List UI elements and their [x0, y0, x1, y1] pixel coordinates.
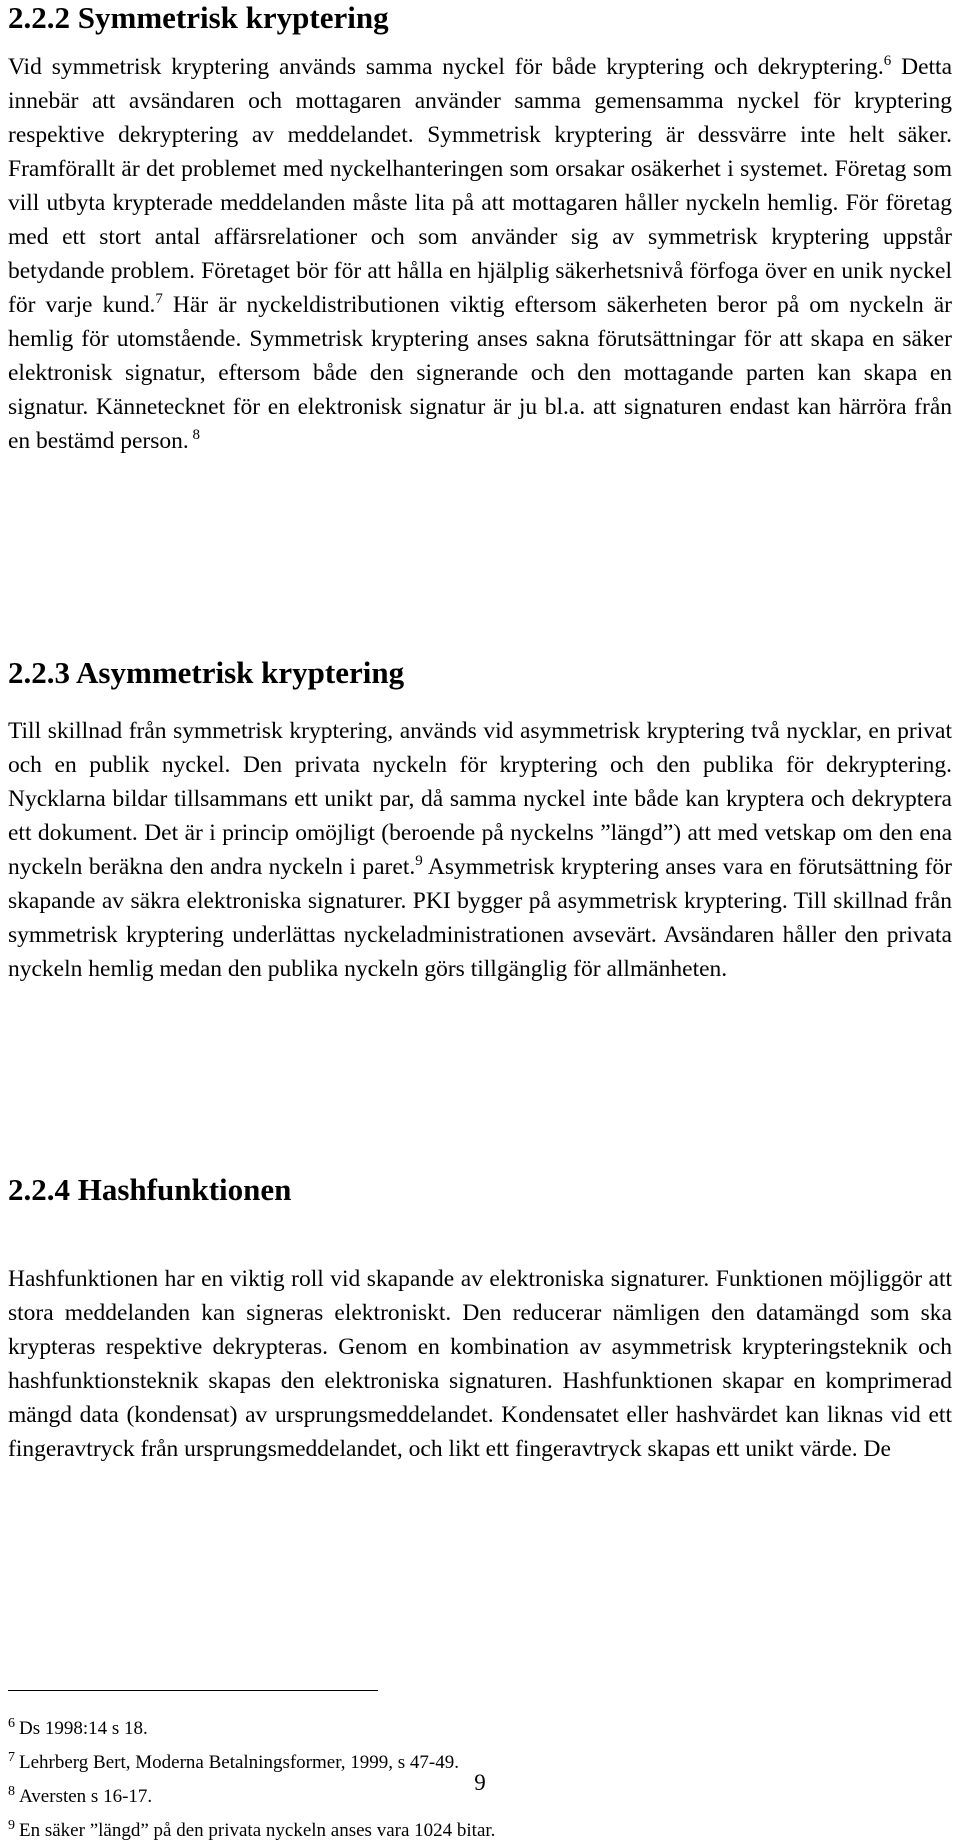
footnote-divider	[8, 1690, 378, 1691]
footnote-number: 6	[8, 1715, 15, 1731]
page-number: 9	[474, 1770, 486, 1795]
footnote-item	[8, 1712, 948, 1746]
paragraph-text: Detta innebär att avsändaren och mottagaren använder samma gemensamma nyckel för kryptering respektive dekryptering av meddelandet. Symmetrisk kryptering är dessvärre inte helt säker. Framförallt är det problemet med nyckelhanteringen som orsakar osäkerhet i systemet. Företag som vill utbyta krypterade meddelanden måste lita på att mottagaren håller nyckeln hemlig. För företag med ett stort antal affärsrelationer och som använder sig av symmetrisk kryptering uppstår betydande problem. Företaget bör för att hålla en hjälplig säkerhetsnivå förfoga över en unik nyckel för varje kund.	[8, 54, 953, 318]
section-heading-2-2-4: 2.2.4 Hashfunktionen	[8, 1172, 292, 1207]
footnote-text: En säker ”längd” på den privata nyckeln anses vara 1024 bitar.	[19, 1820, 496, 1841]
footnote-ref[interactable]: 8	[188, 427, 201, 444]
paragraph-hashfunction	[8, 1262, 952, 1466]
footnote-number: 9	[8, 1817, 15, 1833]
section-heading-2-2-3: 2.2.3 Asymmetrisk kryptering	[8, 655, 405, 690]
paragraph-text: Vid symmetrisk kryptering används samma nyckel för både kryptering och dekryptering.	[8, 54, 884, 80]
paragraph-asymmetric	[8, 714, 952, 986]
footnote-text: Lehrberg Bert, Moderna Betalningsformer, 1999, s 47-49.	[19, 1752, 460, 1773]
footnote-ref[interactable]: 6	[883, 53, 892, 70]
footnote-text: Aversten s 16-17.	[19, 1786, 153, 1807]
section-heading-2-2-2: 2.2.2 Symmetrisk kryptering	[8, 0, 389, 35]
paragraph-text: Asymmetrisk kryptering anses vara en förutsättning för skapande av säkra elektroniska signaturer. PKI bygger på asymmetrisk kryptering. Till skillnad från symmetrisk kryptering underlättas nyckeladministrationen avsevärt. Avsändaren håller den privata nyckeln hemlig medan den publika nyckeln görs tillgänglig för allmänheten.	[8, 854, 952, 982]
footnote-number: 8	[8, 1783, 15, 1799]
footnote-ref[interactable]: 7	[155, 291, 163, 308]
paragraph-text: Hashfunktionen har en viktig roll vid skapande av elektroniska signaturer. Funktionen möjliggör att stora meddelanden kan signeras elektroniskt. Den reducerar nämligen den datamängd som ska krypteras respektive dekrypteras. Genom en kombination av asymmetrisk krypteringsteknik och hashfunktionsteknik skapas den elektroniska signaturen. Hashfunktionen skapar en komprimerad mängd data (kondensat) av ursprungsmeddelandet. Kondensatet eller hashvärdet kan liknas vid ett fingeravtryck från ursprungsmeddelandet, och likt ett fingeravtryck skapas ett unikt värde. De	[8, 1266, 952, 1462]
paragraph-symmetric	[8, 50, 952, 458]
paragraph-text: Till skillnad från symmetrisk kryptering, används vid asymmetrisk kryptering två nycklar, en privat och en publik nyckel. Den privata nyckeln för kryptering och den publika för dekryptering. Nycklarna bildar tillsammans ett unikt par, då samma nyckel inte både kan kryptera och dekryptera ett dokument. Det är i princip omöjligt (beroende på nyckelns ”längd”) att med vetskap om den ena nyckeln beräkna den andra nyckeln i paret.	[8, 718, 952, 880]
footnote-number: 7	[8, 1749, 15, 1765]
footnote-ref[interactable]: 9	[415, 853, 423, 870]
footnote-item	[8, 1814, 948, 1848]
footnote-text: Ds 1998:14 s 18.	[19, 1718, 148, 1739]
paragraph-text: Här är nyckeldistributionen viktig eftersom säkerheten beror på om nyckeln är hemlig för utomstående. Symmetrisk kryptering anses sakna förutsättningar för att skapa en säker elektronisk signatur, eftersom både den signerande och den mottagande parten kan skapa en signatur. Kännetecknet för en elektronisk signatur är ju bl.a. att signaturen endast kan härröra från en bestämd person.	[8, 292, 952, 454]
